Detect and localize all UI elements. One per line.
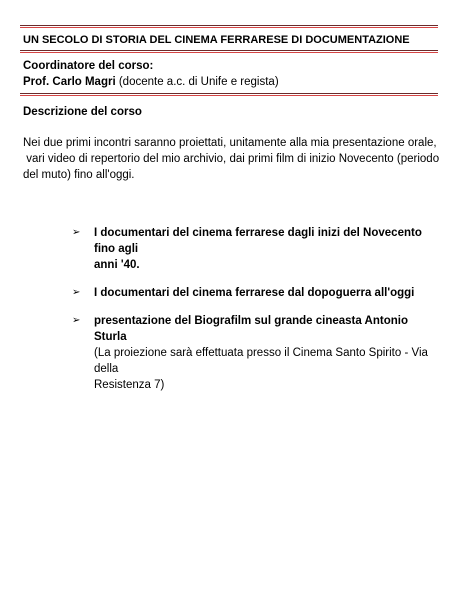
description-paragraph [23, 135, 438, 183]
coordinator-rule [20, 93, 438, 96]
list-item-text: anni '40. [94, 259, 140, 271]
course-topics-list [72, 225, 442, 405]
title-rule [20, 50, 438, 53]
list-item [72, 225, 442, 273]
list-item [72, 285, 442, 301]
list-item-text: I documentari del cinema ferrarese dagli inizi del Novecento fino agli [94, 227, 422, 255]
document-title: UN SECOLO DI STORIA DEL CINEMA FERRARESE DI DOCUMENTAZIONE [23, 34, 410, 46]
description-line: vari video di repertorio del mio archivio, dai primi film di inizio Novecento (periodo [23, 153, 440, 165]
description-line: del muto) fino all'oggi. [23, 169, 135, 181]
coordinator-label: Coordinatore del corso: [23, 60, 154, 72]
list-item-text: I documentari del cinema ferrarese dal dopoguerra all'oggi [94, 287, 415, 299]
top-rule [20, 25, 438, 28]
description-heading: Descrizione del corso [23, 106, 142, 118]
description-line: Nei due primi incontri saranno proiettati, unitamente alla mia presentazione orale, [23, 137, 437, 149]
arrow-bullet-icon: ➢ [72, 287, 81, 298]
list-item-text: presentazione del Biografilm sul grande cineasta Antonio Sturla [94, 315, 408, 343]
arrow-bullet-icon: ➢ [72, 227, 81, 238]
list-item-note: (La proiezione sarà effettuata presso il Cinema Santo Spirito - Via della [94, 347, 428, 375]
coordinator-line [23, 74, 279, 90]
coordinator-name: Prof. Carlo Magri [23, 76, 116, 88]
list-item-note: Resistenza 7) [94, 379, 165, 391]
arrow-bullet-icon: ➢ [72, 315, 81, 326]
list-item [72, 313, 442, 393]
coordinator-block [23, 58, 279, 90]
coordinator-role: (docente a.c. di Unife e regista) [115, 76, 279, 88]
